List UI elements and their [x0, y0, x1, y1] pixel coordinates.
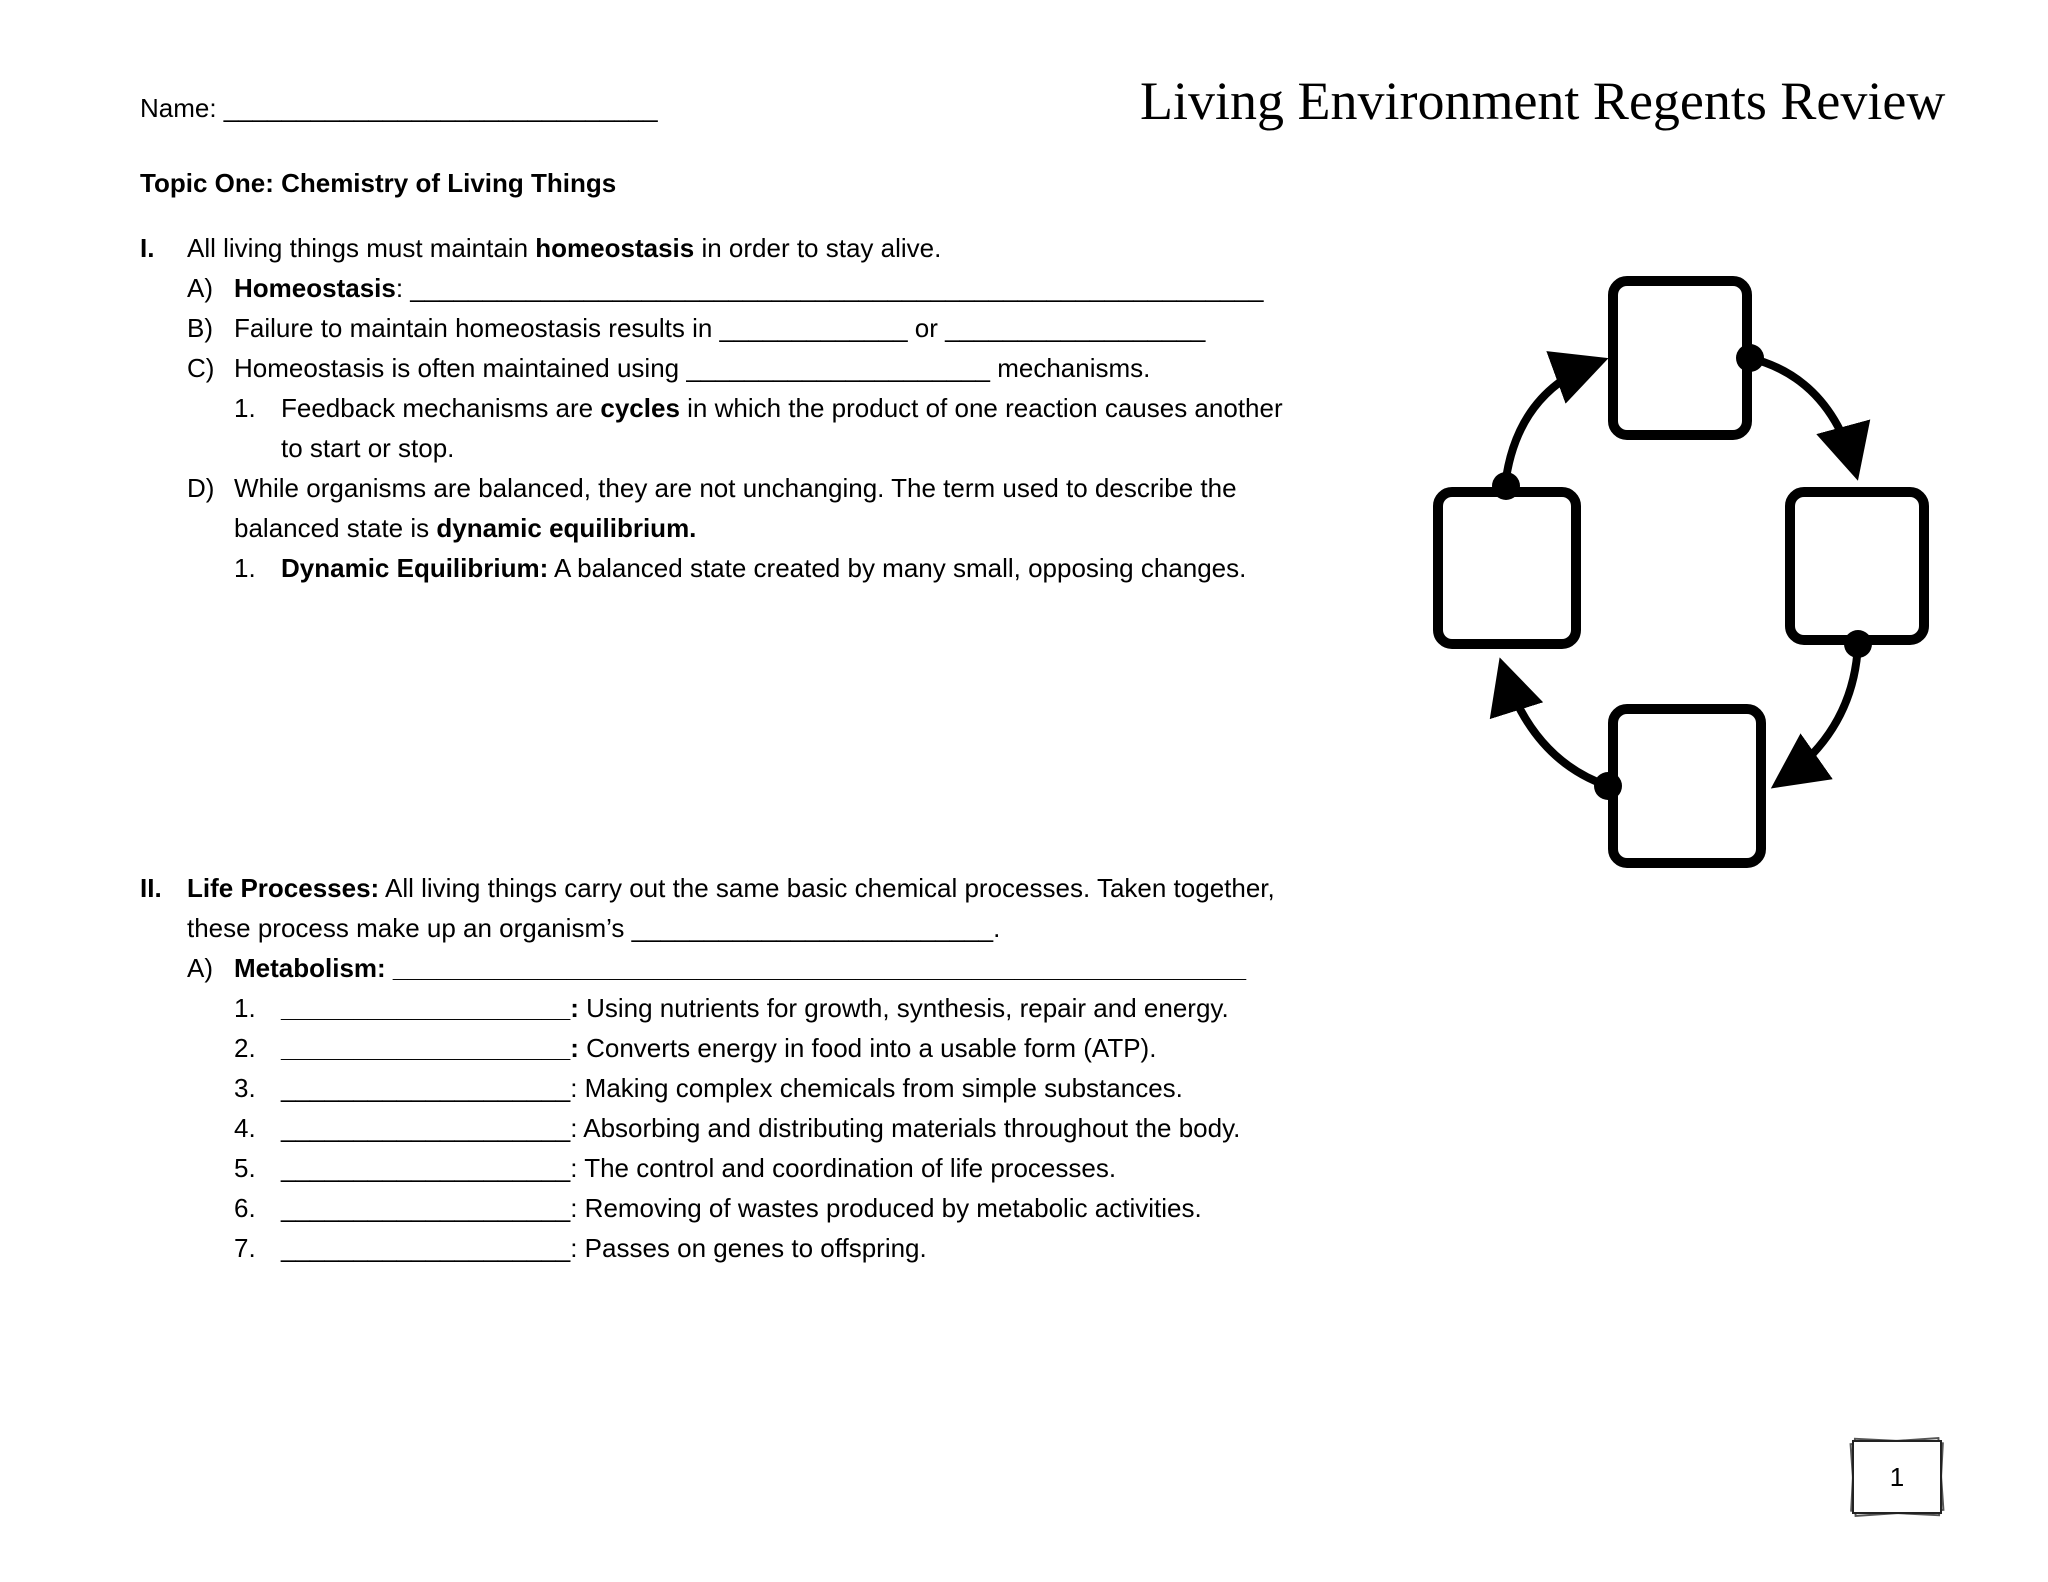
life-process-blank[interactable]: ____________________: [281, 1193, 578, 1223]
feedback-cycle-diagram [1420, 260, 1940, 890]
section-2-numeral: II. [140, 873, 162, 903]
cycle-dot [1736, 344, 1764, 372]
name-field-label[interactable]: Name: ______________________________ [140, 93, 658, 123]
life-process-description: Absorbing and distributing materials throughout the body. [577, 1113, 1241, 1143]
life-process-number: 2. [234, 1033, 256, 1063]
life-processes-intro: Life Processes: All living things carry out the same basic chemical processes. Taken together, [187, 873, 1275, 903]
life-process-item [281, 1112, 1240, 1144]
life-process-blank[interactable]: ____________________: [281, 993, 579, 1023]
life-processes-intro-line2: these process make up an organism’s _________________________. [187, 913, 1001, 943]
cycle-arrow-right-bottom [1780, 644, 1858, 782]
item-c1-number: 1. [234, 393, 256, 423]
section-1-numeral: I. [140, 233, 155, 263]
cycle-box-top [1613, 281, 1747, 435]
page-number: 1 [1889, 1462, 1905, 1492]
metabolism-definition-line: Metabolism: ___________________________________________________________ [234, 953, 1247, 983]
life-process-blank[interactable]: ____________________: [281, 1233, 578, 1263]
dynamic-equilibrium-definition: Dynamic Equilibrium: A balanced state created by many small, opposing changes. [281, 553, 1247, 583]
cycle-box-bottom [1613, 709, 1761, 863]
item-b-letter: B) [187, 313, 213, 343]
life-process-blank[interactable]: ____________________: [281, 1113, 578, 1143]
dynamic-equilibrium-intro-line2: balanced state is dynamic equilibrium. [234, 513, 697, 543]
life-process-description: Passes on genes to offspring. [577, 1233, 927, 1263]
life-process-description: Using nutrients for growth, synthesis, repair and energy. [578, 993, 1229, 1023]
life-process-description: Converts energy in food into a usable form (ATP). [578, 1033, 1157, 1063]
failure-results-line: Failure to maintain homeostasis results in _____________ or __________________ [234, 313, 1206, 343]
life-process-blank[interactable]: ____________________: [281, 1153, 578, 1183]
mechanisms-line: Homeostasis is often maintained using _____________________ mechanisms. [234, 353, 1151, 383]
life-process-number: 5. [234, 1153, 256, 1183]
cycle-arrow-left-top [1505, 362, 1598, 486]
item-a-letter: A) [187, 953, 213, 983]
homeostasis-definition-line: Homeostasis: ___________________________________________________________ [234, 273, 1264, 303]
life-process-number: 3. [234, 1073, 256, 1103]
life-process-item [281, 1072, 1183, 1104]
feedback-mechanisms-text-line2: to start or stop. [281, 433, 455, 463]
life-process-description: The control and coordination of life processes. [577, 1153, 1117, 1183]
life-process-item [281, 1152, 1116, 1184]
cycle-dot [1594, 772, 1622, 800]
life-process-item [281, 1192, 1202, 1224]
page-title: Living Environment Regents Review [1140, 71, 1946, 131]
cycle-box-left [1438, 492, 1576, 644]
life-process-number: 1. [234, 993, 256, 1023]
life-process-description: Making complex chemicals from simple substances. [577, 1073, 1183, 1103]
life-process-item [281, 1032, 1156, 1064]
dynamic-equilibrium-intro: While organisms are balanced, they are not unchanging. The term used to describe the [234, 473, 1237, 503]
life-process-blank[interactable]: ____________________: [281, 1073, 578, 1103]
section-1-intro: All living things must maintain homeostasis in order to stay alive. [187, 233, 942, 263]
topic-heading: Topic One: Chemistry of Living Things [140, 168, 617, 198]
cycle-box-right [1790, 492, 1924, 640]
life-process-item [281, 992, 1229, 1024]
item-c-letter: C) [187, 353, 215, 383]
life-process-number: 6. [234, 1193, 256, 1223]
life-process-number: 4. [234, 1113, 256, 1143]
life-process-item [281, 1232, 927, 1264]
page-number-badge [1840, 1432, 1950, 1518]
life-process-number: 7. [234, 1233, 256, 1263]
item-a-letter: A) [187, 273, 213, 303]
life-process-description: Removing of wastes produced by metabolic activities. [577, 1193, 1202, 1223]
item-d1-number: 1. [234, 553, 256, 583]
cycle-arrow-bottom-left [1503, 668, 1608, 786]
cycle-dot [1844, 630, 1872, 658]
item-d-letter: D) [187, 473, 215, 503]
cycle-arrow-top-right [1750, 358, 1855, 470]
cycle-dot [1492, 472, 1520, 500]
life-process-blank[interactable]: ____________________: [281, 1033, 579, 1063]
feedback-mechanisms-text: Feedback mechanisms are cycles in which the product of one reaction causes another [281, 393, 1283, 423]
